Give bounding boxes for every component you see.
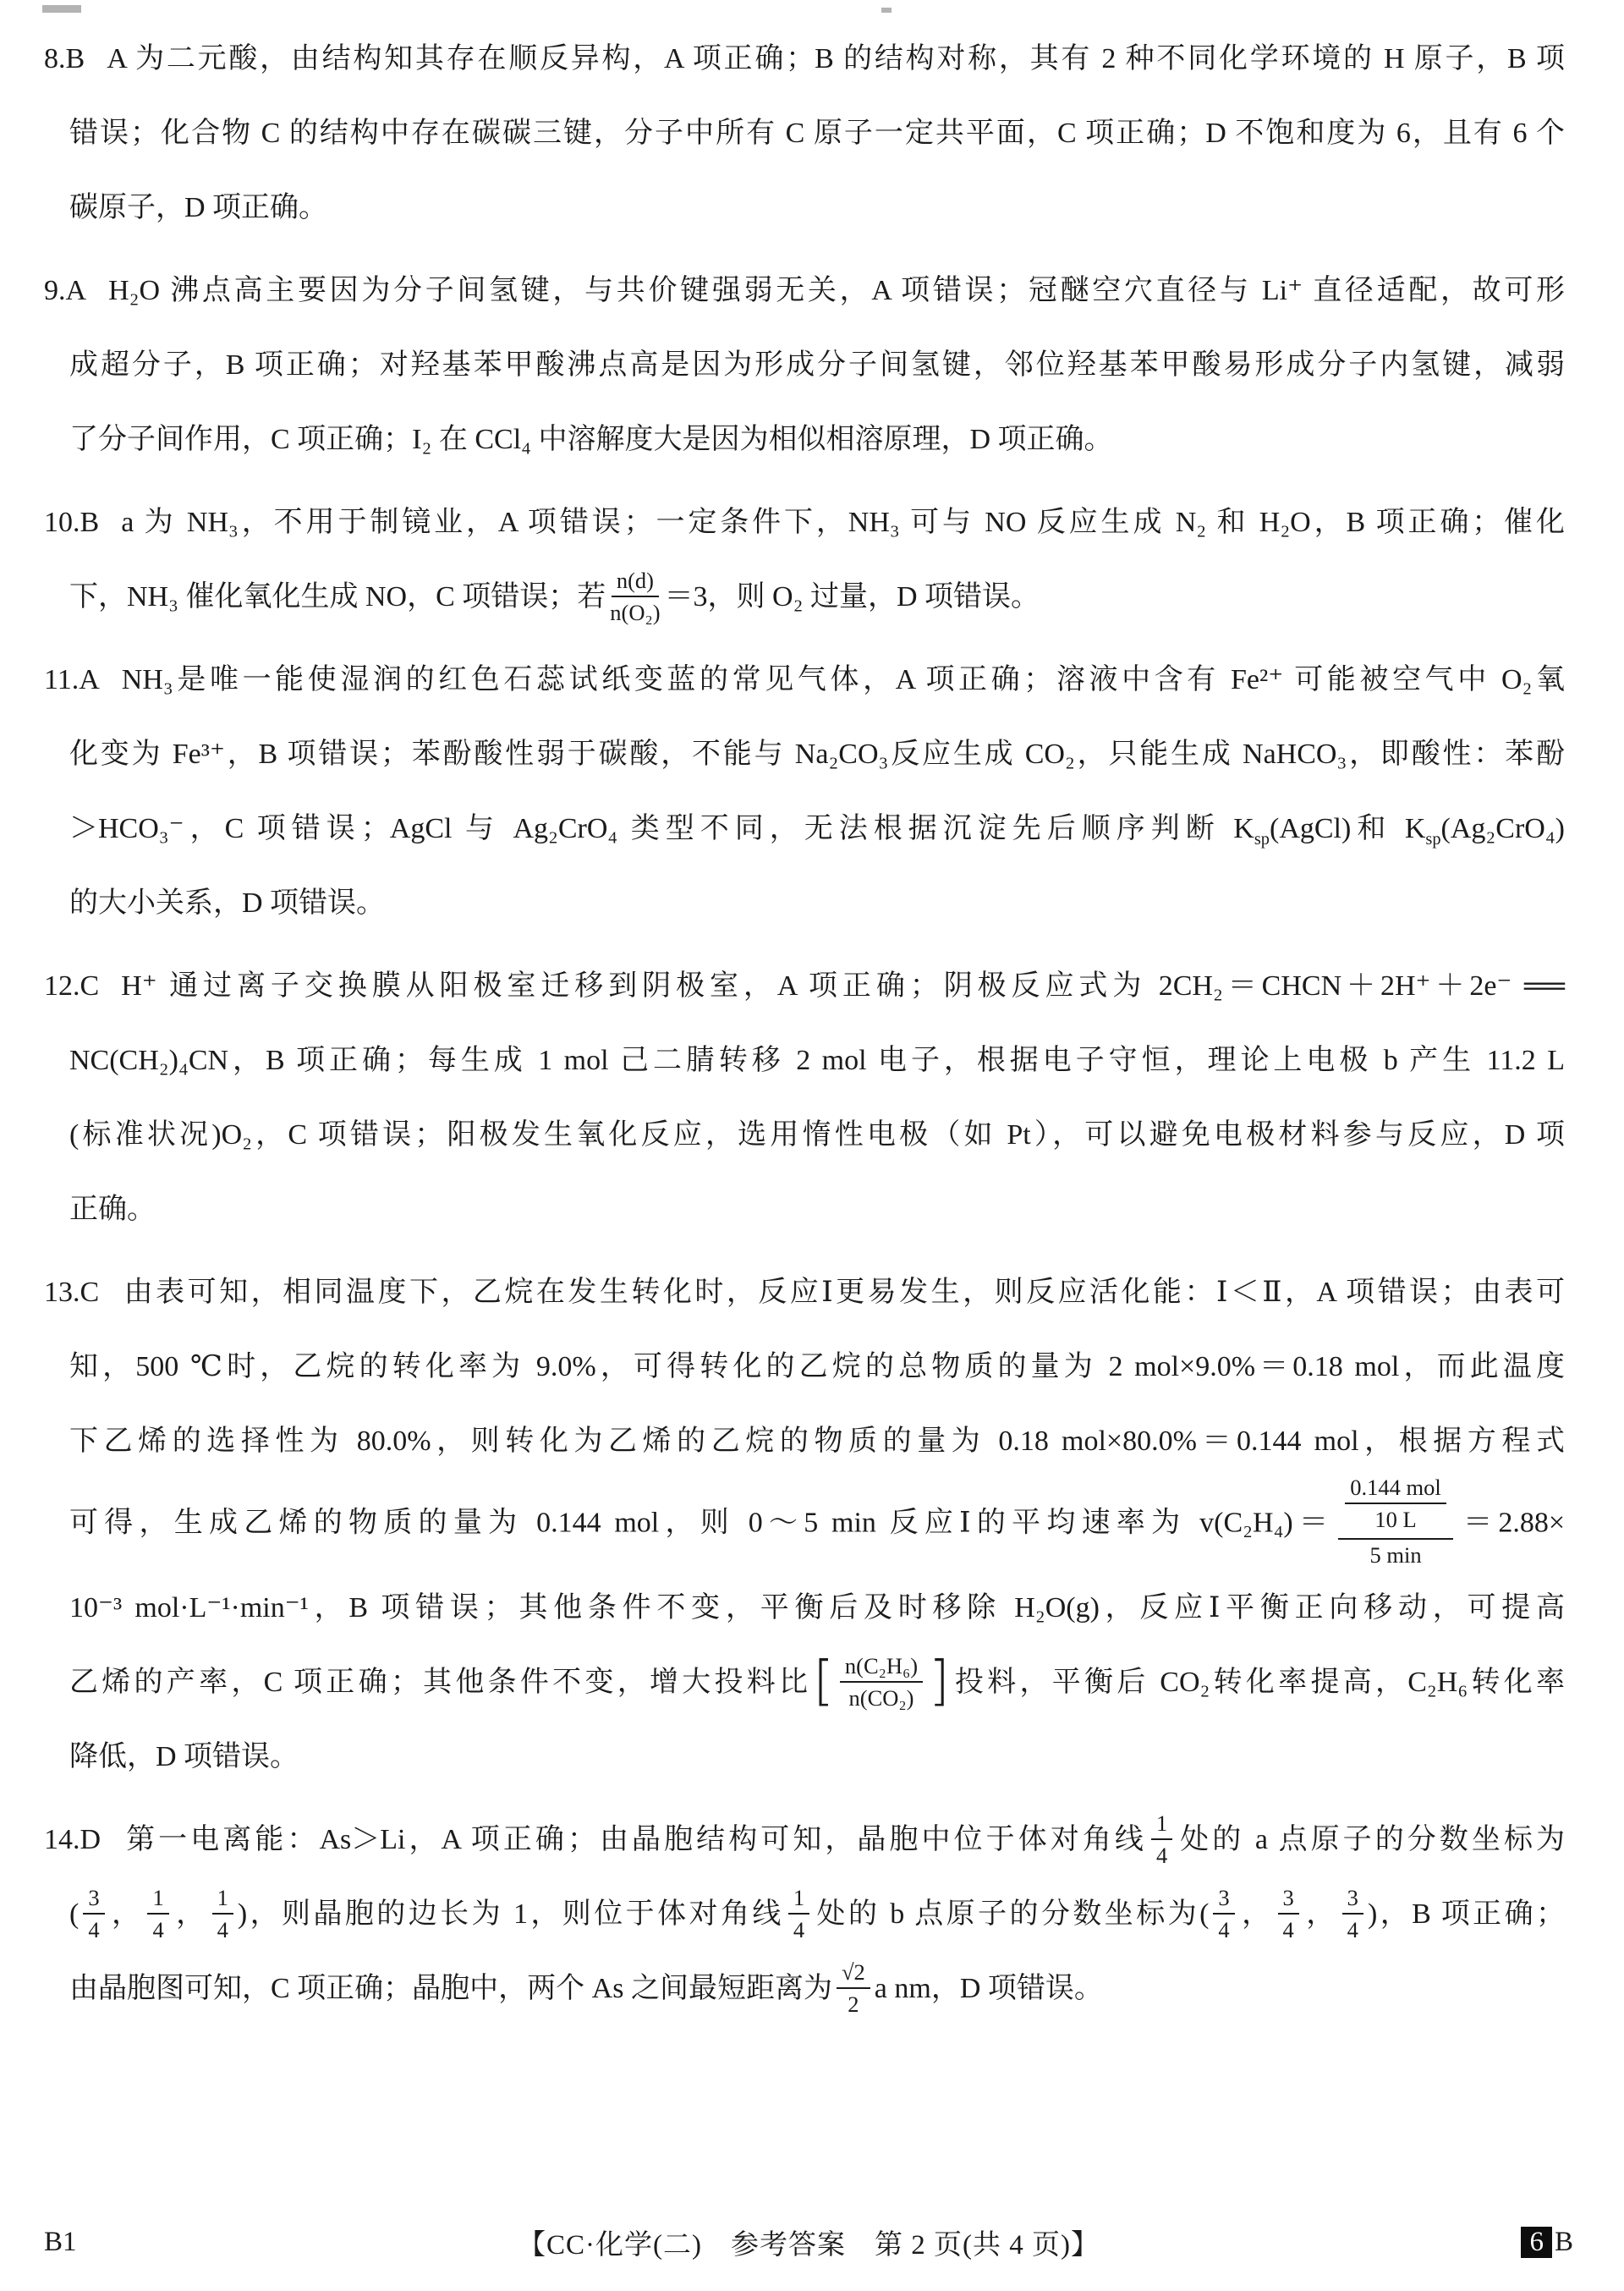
answer-text-line: 10⁻³ mol·L⁻¹·min⁻¹，B 项错误；其他条件不变，平衡后及时移除 H₂O(g)，反应Ⅰ平衡正向移动，可提高 — [69, 1592, 1565, 1624]
answer-text-line: 乙烯的产率，C 项正确；其他条件不变，增大投料比[ $\frac{\text{n(C₂H₆)}}{\text{n(CO₂)}}$ ]投料，平衡后 CO₂转化率提高，C₂H₆转化率 — [69, 1649, 1565, 1711]
fraction: $\frac{n(d)}{\text{n(O₂)}}$ — [610, 567, 661, 626]
answer-text-line: NC(CH₂)₄CN，B 项正确；每生成 1 mol 己二腈转移 2 mol 电子，根据电子守恒，理论上电极 b 产生 11.2 L — [69, 1045, 1565, 1076]
big-bracket: [ — [813, 1649, 834, 1711]
question-number-and-answer: 8.B — [44, 43, 85, 74]
answer-text-line: 的大小关系，D 项错误。 — [69, 887, 386, 919]
big-bracket: ] — [929, 1649, 950, 1711]
fraction: $\frac{3}{4}$ — [83, 1884, 104, 1944]
answer-text-line: 下，NH₃ 催化氧化生成 NO，C 项错误；若 $\frac{n(d)}{\text{n(O₂)}}$ ＝3，则 O₂ 过量，D 项错误。 — [69, 567, 1040, 626]
answer-text-line: 成超分子，B 项正确；对羟基苯甲酸沸点高是因为形成分子间氢键，邻位羟基苯甲酸易形成分子内氢键，减弱 — [69, 349, 1565, 381]
fraction: $\frac{1}{4}$ — [147, 1884, 168, 1944]
answer-text-line: 错误；化合物 C 的结构中存在碳碳三键，分子中所有 C 原子一定共平面，C 项正确；D 不饱和度为 6，且有 6 个 — [69, 118, 1565, 149]
fraction: $\frac{\text{0.144 mol}}{10 L}$ — [1345, 1474, 1446, 1534]
answer-text-line: 14.D 第一电离能：As＞Li，A 项正确；由晶胞结构可知，晶胞中位于体对角线 $\frac{1}{4}$ 处的 a 点原子的分数坐标为 — [44, 1810, 1565, 1869]
answer-text-line: ( $\frac{3}{4}$ ， $\frac{1}{4}$ ， $\frac{1}{4}$ )，则晶胞的边长为 1，则位于体对角线 $\frac{1}{4}$ 处的 b 点原子的分数坐标为( $\frac{3}{4}$ ， $\frac{3}{4}$ ， $\frac{3}{4}$ )，B 项正确； — [69, 1884, 1566, 1943]
fraction: $\frac{3}{4}$ — [1342, 1884, 1363, 1944]
question-block-12C — [44, 949, 1565, 1247]
question-block-11A — [44, 643, 1565, 941]
fraction: $\frac{3}{4}$ — [1278, 1884, 1299, 1944]
question-block-10B — [44, 486, 1565, 635]
fraction: $\frac{3}{4}$ — [1213, 1884, 1234, 1944]
question-number-and-answer: 12.C — [44, 970, 100, 1002]
fraction: $\frac{1}{4}$ — [212, 1884, 233, 1944]
answer-text-line: 降低，D 项错误。 — [69, 1741, 299, 1773]
question-block-9A — [44, 254, 1565, 477]
footer-right-letter: B — [1554, 2227, 1573, 2257]
fraction: $\frac{\text{n(C₂H₆)}}{\text{n(CO₂)}}$ — [840, 1652, 923, 1712]
answer-text-line: 8.B A 为二元酸，由结构知其存在顺反异构，A 项正确；B 的结构对称，其有 2 种不同化学环境的 H 原子，B 项 — [44, 43, 1565, 74]
answer-text-line: 下乙烯的选择性为 80.0%，则转化为乙烯的乙烷的物质的量为 0.18 mol×80.0%＝0.144 mol，根据方程式 — [69, 1426, 1565, 1457]
fraction: $\frac{\frac{\text{0.144 mol}}{10 L}}{5 \min}$ — [1338, 1476, 1453, 1569]
answer-text-line: 化变为 Fe³⁺，B 项错误；苯酚酸性弱于碳酸，不能与 Na₂CO₃反应生成 CO₂，只能生成 NaHCO₃，即酸性：苯酚 — [69, 739, 1565, 770]
question-number-and-answer: 9.A — [44, 275, 87, 306]
answer-text-line: 了分子间作用，C 项正确；I₂ 在 CCl₄ 中溶解度大是因为相似相溶原理，D 项正确。 — [69, 424, 1113, 455]
footer-center-title: 【CC·化学(二) 参考答案 第 2 页(共 4 页)】 — [518, 2230, 1100, 2261]
answer-text-line: 碳原子，D 项正确。 — [69, 192, 328, 223]
page-footer — [44, 2222, 1573, 2262]
answer-text-line: 知，500 ℃时，乙烷的转化率为 9.0%，可得转化的乙烷的总物质的量为 2 mol×9.0%＝0.18 mol，而此温度 — [69, 1351, 1565, 1382]
footer-right — [1387, 2227, 1573, 2258]
answer-text-line: 13.C 由表可知，相同温度下，乙烷在发生转化时，反应Ⅰ更易发生，则反应活化能：Ⅰ＜Ⅱ，A 项错误；由表可 — [44, 1277, 1565, 1308]
question-number-and-answer: 14.D — [44, 1824, 102, 1856]
answer-text-line: 由晶胞图可知，C 项正确；晶胞中，两个 As 之间最短距离为 $\frac{√2}{2}$ a nm，D 项错误。 — [69, 1959, 1103, 2018]
answer-text-line: 9.A H₂O 沸点高主要因为分子间氢键，与共价键强弱无关，A 项错误；冠醚空穴直径与 Li⁺ 直径适配，故可形 — [44, 275, 1565, 306]
footer-page-badge: 6 — [1521, 2227, 1552, 2258]
footer-left-code: B1 — [44, 2227, 77, 2257]
answer-text-line: 正确。 — [69, 1194, 156, 1225]
answer-text-line: (标准状况)O₂，C 项错误；阳极发生氧化反应，选用惰性电极（如 Pt），可以避免电极材料参与反应，D 项 — [69, 1119, 1565, 1151]
fraction: $\frac{1}{4}$ — [788, 1884, 809, 1944]
question-number-and-answer: 11.A — [44, 664, 100, 695]
answer-text-line: 12.C H⁺ 通过离子交换膜从阳极室迁移到阴极室，A 项正确；阴极反应式为 2CH₂＝CHCN＋2H⁺＋2e⁻ ══ — [44, 970, 1565, 1002]
answer-text-line: 11.A NH₃是唯一能使湿润的红色石蕊试纸变蓝的常见气体，A 项正确；溶液中含有 Fe²⁺ 可能被空气中 O₂氧 — [44, 664, 1565, 695]
answers-list — [44, 22, 1565, 2026]
answer-text-line: 可得，生成乙烯的物质的量为 0.144 mol，则 0～5 min 反应Ⅰ的平均速率为 v(C₂H₄)＝ $\frac{\frac{\text{0.144 mol}}{10 L}}{5 \min}$ ＝2.88× — [69, 1475, 1565, 1568]
question-block-13C — [44, 1255, 1565, 1794]
answer-text-line: ＞HCO₃⁻，C 项错误；AgCl 与 Ag₂CrO₄ 类型不同，无法根据沉淀先后顺序判断 $K_{sp}(AgCl)$和 $K_{sp}(Ag_2CrO_4)$ — [69, 813, 1565, 849]
fraction: $\frac{1}{4}$ — [1151, 1810, 1172, 1870]
question-number-and-answer: 13.C — [44, 1277, 100, 1308]
answer-text-line: 10.B a 为 NH₃，不用于制镜业，A 项错误；一定条件下，NH₃ 可与 NO 反应生成 N₂ 和 H₂O，B 项正确；催化 — [44, 507, 1565, 538]
question-block-8B — [44, 22, 1565, 245]
scan-artifact — [42, 5, 81, 13]
fraction: $\frac{√2}{2}$ — [837, 1959, 870, 2019]
question-number-and-answer: 10.B — [44, 507, 100, 538]
scan-artifact — [881, 8, 892, 13]
question-block-14D — [44, 1803, 1565, 2026]
